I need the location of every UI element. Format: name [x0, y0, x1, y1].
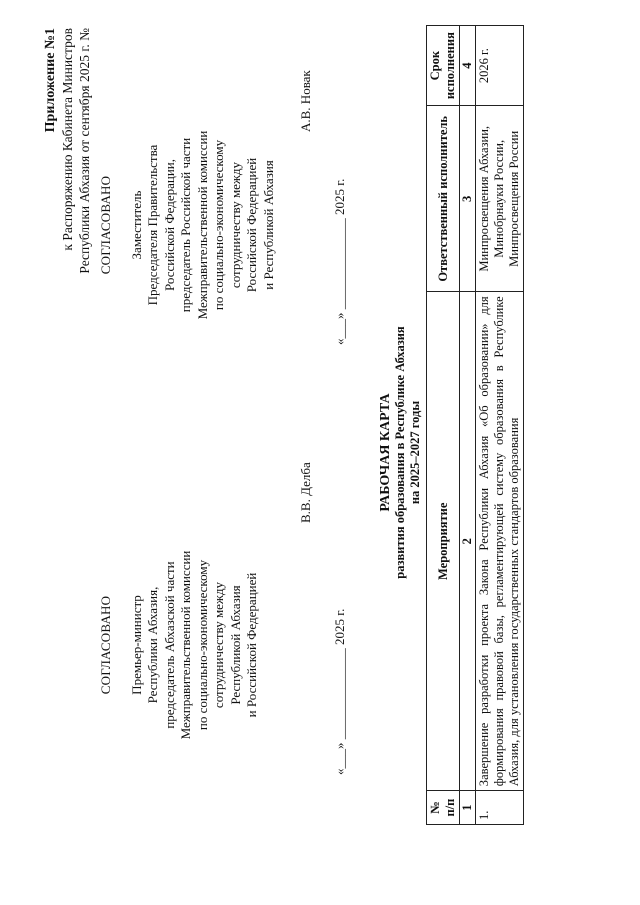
table-header-row [427, 26, 460, 825]
approval-line: Российской Федерации, [161, 159, 177, 291]
approval-line: Межправительственной комиссии [178, 550, 193, 740]
approval-line: и Российской Федерацией [244, 572, 259, 718]
row-num: 1. [476, 791, 524, 825]
approval-position [129, 525, 261, 765]
approval-heading: СОГЛАСОВАНО [98, 175, 113, 275]
appendix-note [42, 28, 93, 274]
approval-line: Заместитель [128, 190, 144, 260]
signer-name-russia: А.В. Новак [298, 70, 313, 132]
row-responsible: Минпросвещения Абхазии, Минобрнауки России, Минпросвещения России [476, 106, 524, 292]
column-number: 2 [460, 292, 476, 791]
appendix-title: Приложение №1 [43, 28, 58, 133]
approval-position [129, 105, 278, 345]
approval-line: Премьер-министр [128, 595, 144, 695]
appendix-line-2: Республики Абхазия от сентября 2025 г. № [77, 28, 92, 274]
column-number: 1 [460, 791, 476, 825]
table-row [476, 26, 524, 825]
approval-line: по социально-экономическому [194, 559, 210, 731]
document-title [378, 0, 423, 905]
row-term: 2026 г. [476, 26, 524, 106]
appendix-line-1: к Распоряжению Кабинета Министров [60, 28, 75, 251]
row-event: Завершение разработки проекта Закона Республики Абхазия «Об образовании» для формирования правовой базы, регламентирующей систему образования в Республике Абхазия, для установления государственных стандартов образования [476, 292, 524, 791]
column-number-row [460, 26, 476, 825]
header-responsible: Ответственный исполнитель [427, 106, 460, 292]
work-plan-table [426, 25, 524, 825]
approval-line: Республикой Абхазия [227, 585, 243, 705]
title-period: на 2025–2027 годы [408, 400, 422, 505]
signature-date-russia: «___» ______________ 2025 г. [332, 178, 347, 345]
approval-line: по социально-экономическому [211, 139, 226, 311]
title-main: РАБОЧАЯ КАРТА [378, 393, 393, 512]
signer-name-abkhazia: В.В. Делба [298, 462, 313, 523]
header-num: № п/п [427, 791, 460, 825]
approval-line: и Республикой Абхазия [260, 160, 276, 290]
title-subject: развития образования в Республике Абхазия [393, 326, 407, 579]
column-number: 4 [460, 26, 476, 106]
approval-line: Межправительственной комиссии [194, 130, 210, 320]
approval-line: Российской Федерацией [244, 157, 259, 293]
approval-heading: СОГЛАСОВАНО [98, 595, 113, 695]
approval-block-abkhazia [98, 525, 261, 765]
signature-date-abkhazia: «___» ______________ 2025 г. [332, 608, 347, 775]
header-term: Срок исполнения [427, 26, 460, 106]
header-event: Мероприятие [427, 292, 460, 791]
approval-line: Республики Абхазия, [145, 586, 160, 704]
approval-line: председатель Абхазской части [161, 561, 177, 729]
column-number: 3 [460, 106, 476, 292]
approval-line: сотрудничеству между [211, 581, 226, 709]
approval-line: председатель Российской части [178, 137, 193, 313]
approval-line: Председателя Правительства [145, 144, 160, 306]
approval-block-russia [98, 105, 277, 345]
approval-line: сотрудничеству между [227, 161, 243, 289]
